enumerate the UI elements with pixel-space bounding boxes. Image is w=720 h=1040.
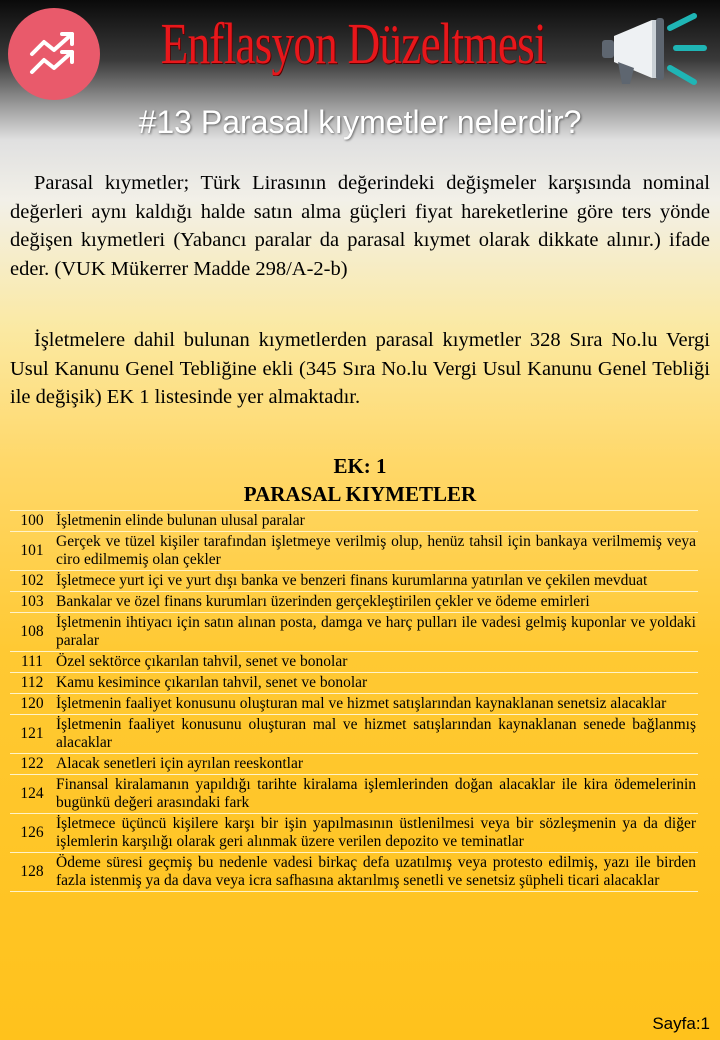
subtitle: #13 Parasal kıymetler nelerdir? [138, 104, 582, 140]
account-description: Bankalar ve özel finans kurumları üzerinden gerçekleştirilen çekler ve ödeme emirleri [54, 592, 698, 613]
main-title: Enflasyon Düzeltmesi [160, 11, 546, 76]
account-code: 121 [10, 715, 54, 754]
account-description: Finansal kiralamanın yapıldığı tarihte kiralama işlemlerinden doğan alacaklar ile kira ödemelerinin bugünkü değeri arasındaki fark [54, 775, 698, 814]
table-row [10, 814, 698, 853]
appendix-title: PARASAL KIYMETLER [243, 482, 477, 506]
intro-paragraph: Parasal kıymetler; Türk Lirasının değerindeki değişmeler karşısında nominal değerleri aynı kaldığı halde satın alma güçleri fiyat hareketlerine göre ters yönde değişen kıymetleri (Yabancı paralar da parasal kıymet olarak dikkate alınır.) ifade eder. (VUK Mükerrer Madde 298/A-2-b) [10, 172, 710, 280]
table-row [10, 694, 698, 715]
table-row [10, 532, 698, 571]
account-description: Kamu kesimince çıkarılan tahvil, senet ve bonolar [54, 673, 698, 694]
page-number: Sayfa:1 [652, 1014, 710, 1033]
megaphone-icon [600, 10, 708, 90]
table-row [10, 571, 698, 592]
account-code: 122 [10, 754, 54, 775]
account-code: 112 [10, 673, 54, 694]
account-code: 100 [10, 511, 54, 532]
account-code: 108 [10, 613, 54, 652]
table-row [10, 511, 698, 532]
account-code: 128 [10, 853, 54, 892]
account-description: Ödeme süresi geçmiş bu nedenle vadesi birkaç defa uzatılmış veya protesto edilmiş, yazı ile birden fazla istenmiş ya da dava veya icra safhasına aktarılmış senetli ve senetsiz şüpheli ticari alacaklar [54, 853, 698, 892]
table-row [10, 673, 698, 694]
account-description: Alacak senetleri için ayrılan reeskontlar [54, 754, 698, 775]
account-description: İşletmenin faaliyet konusunu oluşturan mal ve hizmet satışlarından kaynaklanan senetsiz alacaklar [54, 694, 698, 715]
monetary-items-table [10, 510, 698, 892]
account-code: 120 [10, 694, 54, 715]
table-row [10, 775, 698, 814]
account-description: Özel sektörce çıkarılan tahvil, senet ve bonolar [54, 652, 698, 673]
table-row [10, 715, 698, 754]
appendix-number: EK: 1 [333, 454, 387, 478]
table-row [10, 853, 698, 892]
account-code: 102 [10, 571, 54, 592]
account-code: 126 [10, 814, 54, 853]
table-row [10, 613, 698, 652]
account-code: 124 [10, 775, 54, 814]
account-description: İşletmece üçüncü kişilere karşı bir işin yapılmasının üstlenilmesi veya bir sözleşmenin ya da diğer işlemlerin karşılığı olarak geri alınmak üzere verilen depozito ve teminatlar [54, 814, 698, 853]
table-row [10, 592, 698, 613]
account-description: Gerçek ve tüzel kişiler tarafından işletmeye verilmiş olup, henüz tahsil için bankaya verilmemiş veya ciro edilmemiş olan çekler [54, 532, 698, 571]
table-row [10, 652, 698, 673]
table-row [10, 754, 698, 775]
appendix-heading [0, 452, 720, 508]
account-code: 111 [10, 652, 54, 673]
account-code: 103 [10, 592, 54, 613]
account-description: İşletmenin elinde bulunan ulusal paralar [54, 511, 698, 532]
account-description: İşletmece yurt içi ve yurt dışı banka ve benzeri finans kurumlarına yatırılan ve çekilen mevduat [54, 571, 698, 592]
trend-up-arrows-icon [28, 32, 80, 76]
account-description: İşletmenin ihtiyacı için satın alınan posta, damga ve harç pulları ile vadesi gelmiş kuponlar ve yoldaki paralar [54, 613, 698, 652]
logo-badge [8, 8, 100, 100]
account-code: 101 [10, 532, 54, 571]
account-description: İşletmenin faaliyet konusunu oluşturan mal ve hizmet satışlarından kaynaklanan senede bağlanmış alacaklar [54, 715, 698, 754]
reference-paragraph: İşletmelere dahil bulunan kıymetlerden parasal kıymetler 328 Sıra No.lu Vergi Usul Kanunu Genel Tebliğine ekli (345 Sıra No.lu Vergi Usul Kanunu Genel Tebliği ile değişik) EK 1 listesinde yer almaktadır. [10, 329, 710, 408]
